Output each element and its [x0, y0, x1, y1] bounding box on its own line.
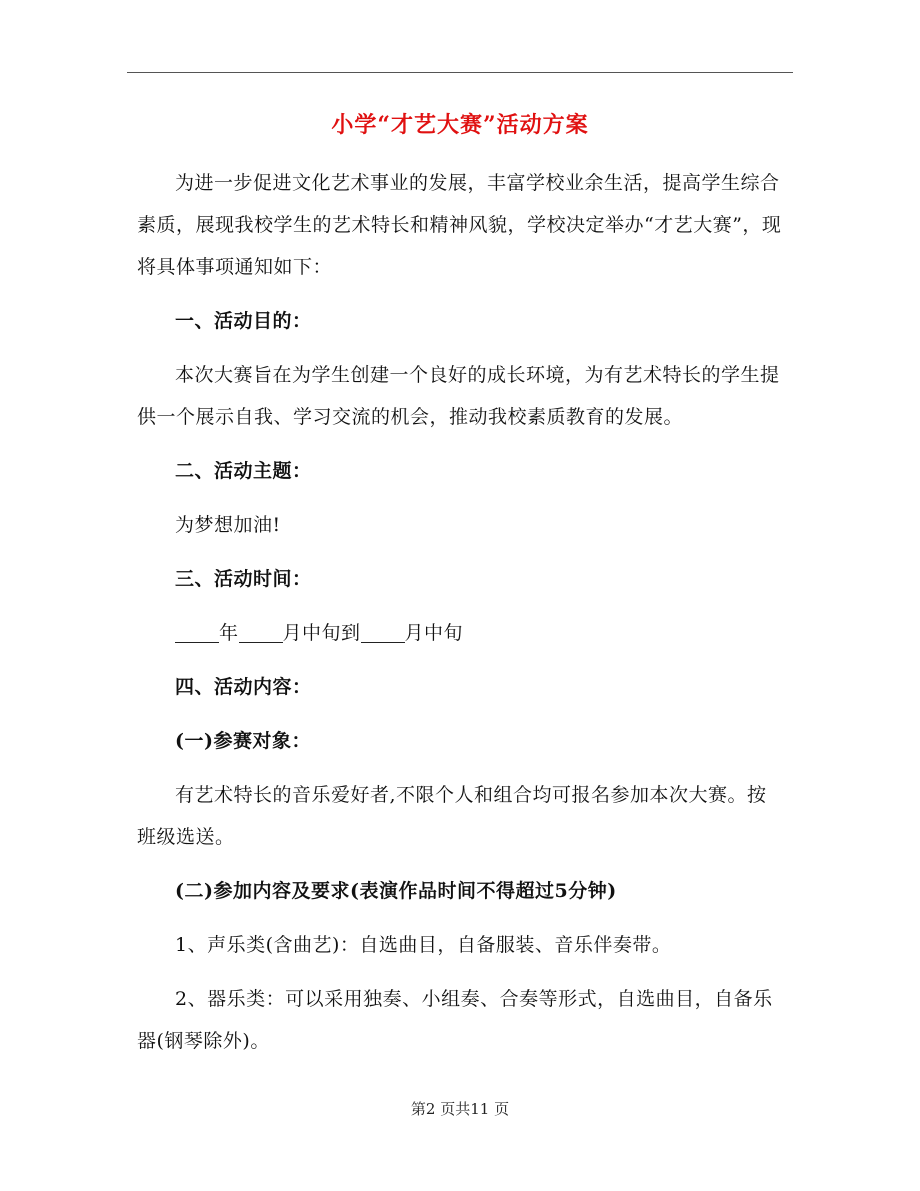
requirement-item-instrumental: 2、器乐类：可以采用独奏、小组奏、合奏等形式，自选曲目，自备乐器(钢琴除外)。 [137, 988, 773, 1052]
requirement-item-vocal: 1、声乐类(含曲艺)：自选曲目，自备服装、音乐伴奏带。 [175, 934, 672, 956]
subsection-requirements-heading: (二)参加内容及要求(表演作品时间不得超过5分钟) [175, 880, 617, 902]
month-mid-to-label: 月中旬到 [282, 622, 361, 644]
year-blank [175, 620, 219, 643]
year-label: 年 [219, 622, 239, 644]
month-start-blank [239, 620, 283, 643]
intro-paragraph: 为进一步促进文化艺术事业的发展，丰富学校业余生活，提高学生综合素质，展现我校学生的艺术特长和精神风貌，学校决定举办“才艺大赛”，现将具体事项通知如下： [137, 172, 782, 278]
subsection-participants-body: 有艺术特长的音乐爱好者,不限个人和组合均可报名参加本次大赛。按班级选送。 [137, 784, 767, 848]
header-rule [127, 72, 793, 73]
document-title: 小学“才艺大赛”活动方案 [331, 112, 589, 138]
page-number: 第2 页共11 页 [410, 1100, 510, 1118]
month-end-blank [361, 620, 405, 643]
section-purpose-heading: 一、活动目的： [175, 310, 312, 332]
section-theme-heading: 二、活动主题： [175, 460, 312, 482]
document-body [137, 162, 785, 1074]
subsection-participants-heading: (一)参赛对象： [175, 730, 311, 752]
section-content-heading: 四、活动内容： [175, 676, 312, 698]
section-theme-body: 为梦想加油! [175, 514, 281, 536]
section-purpose-body: 本次大赛旨在为学生创建一个良好的成长环境，为有艺术特长的学生提供一个展示自我、学习交流的机会，推动我校素质教育的发展。 [137, 364, 780, 428]
month-mid-label: 月中旬 [404, 622, 464, 644]
section-time-heading: 三、活动时间： [175, 568, 312, 590]
section-time-body [137, 612, 785, 654]
